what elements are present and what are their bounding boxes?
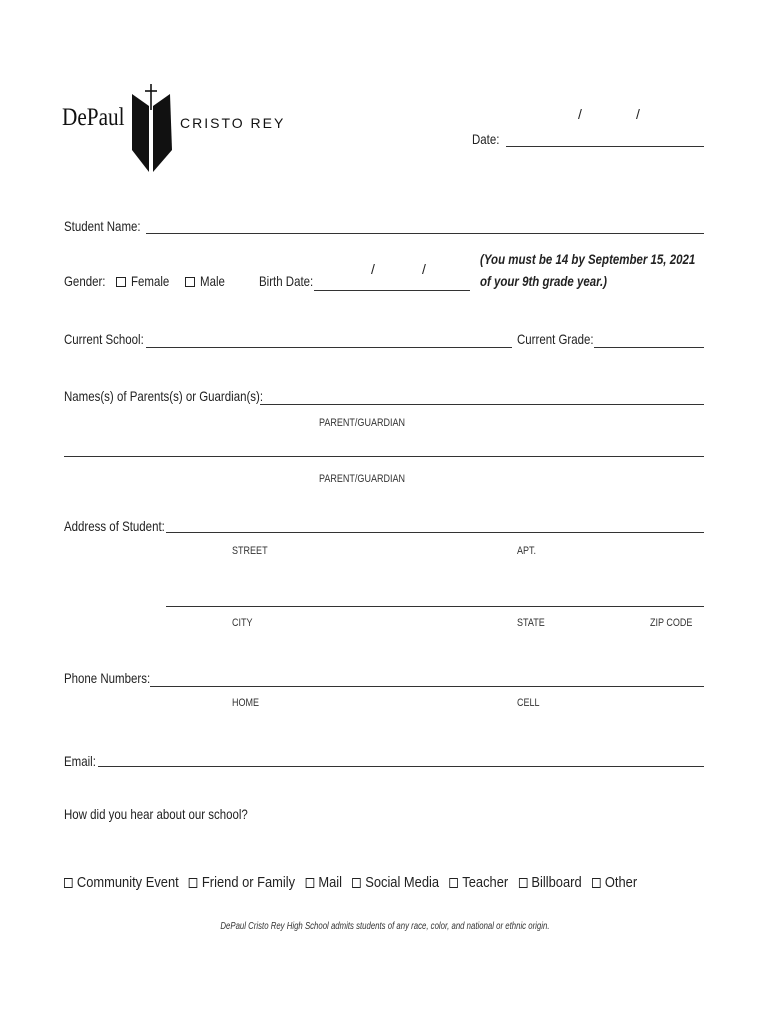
parents-label: Names(s) of Parents(s) or Guardian(s): [64, 388, 264, 404]
teacher-checkbox[interactable] [449, 878, 458, 888]
option-label: Mail [318, 874, 342, 891]
street-caption: STREET [232, 545, 268, 557]
option-friend-or-family[interactable] [189, 874, 295, 891]
footer-wrapper [0, 916, 770, 934]
parent-guardian-1-caption: PARENT/GUARDIAN [319, 417, 406, 429]
nondiscrimination-footer: DePaul Cristo Rey High School admits students of any race, color, and national or ethnic origin. [220, 921, 550, 932]
option-label: Other [604, 874, 638, 891]
option-other[interactable] [592, 874, 637, 891]
community-event-checkbox[interactable] [64, 878, 73, 888]
zip-caption: ZIP CODE [650, 617, 693, 629]
current-grade-field[interactable] [594, 347, 704, 348]
birth-date-field[interactable] [314, 290, 470, 291]
school-logo [62, 82, 286, 177]
home-caption: HOME [232, 697, 260, 709]
birth-date-sep-2: / [422, 261, 426, 277]
age-note-line-1: (You must be 14 by September 15, 2021 [480, 251, 696, 267]
option-mail[interactable] [305, 874, 342, 891]
cell-caption: CELL [517, 697, 540, 709]
option-label: Social Media [365, 874, 440, 891]
phone-label: Phone Numbers: [64, 670, 151, 686]
friend-or-family-checkbox[interactable] [189, 878, 198, 888]
city-caption: CITY [232, 617, 253, 629]
date-label: Date: [472, 131, 500, 147]
parent-guardian-2-caption: PARENT/GUARDIAN [319, 473, 406, 485]
option-community-event[interactable] [64, 874, 179, 891]
email-label: Email: [64, 753, 96, 769]
gender-female-option[interactable] [116, 273, 178, 291]
hear-question: How did you hear about our school? [64, 806, 248, 822]
current-grade-label: Current Grade: [517, 331, 594, 347]
option-teacher[interactable] [449, 874, 508, 891]
other-checkbox[interactable] [592, 878, 601, 888]
birth-date-label: Birth Date: [259, 273, 314, 289]
current-school-field[interactable] [146, 347, 512, 348]
gender-male-option[interactable] [185, 273, 230, 291]
option-label: Billboard [531, 874, 582, 891]
option-social-media[interactable] [352, 874, 439, 891]
student-name-label: Student Name: [64, 218, 141, 234]
age-note-line-2: of your 9th grade year.) [480, 273, 607, 289]
address-label: Address of Student: [64, 518, 165, 534]
option-billboard[interactable] [519, 874, 582, 891]
current-school-label: Current School: [64, 331, 144, 347]
date-sep-1: / [578, 106, 582, 122]
billboard-checkbox[interactable] [519, 878, 528, 888]
male-checkbox[interactable] [185, 277, 195, 287]
option-label: Community Event [76, 874, 179, 891]
social-media-checkbox[interactable] [352, 878, 361, 888]
parent-guardian-1-field[interactable] [260, 404, 704, 405]
phone-field[interactable] [150, 686, 704, 687]
logo-book-cross-icon [128, 82, 178, 177]
option-label: Friend or Family [201, 874, 296, 891]
city-state-zip-field[interactable] [166, 606, 704, 607]
date-field[interactable] [506, 146, 704, 147]
birth-date-sep-1: / [371, 261, 375, 277]
student-name-field[interactable] [146, 233, 704, 234]
age-requirement-note [480, 248, 695, 292]
logo-depaul-text: DePaul [62, 104, 125, 131]
apt-caption: APT. [517, 545, 537, 557]
email-field[interactable] [98, 766, 704, 767]
female-checkbox[interactable] [116, 277, 126, 287]
gender-label: Gender: [64, 273, 106, 289]
female-label: Female [131, 273, 170, 289]
hear-options [64, 874, 647, 891]
logo-cristo-rey-text: CRISTO REY [180, 115, 286, 131]
state-caption: STATE [517, 617, 545, 629]
option-label: Teacher [462, 874, 509, 891]
date-sep-2: / [636, 106, 640, 122]
male-label: Male [200, 273, 225, 289]
parent-guardian-2-field[interactable] [64, 456, 704, 457]
mail-checkbox[interactable] [305, 878, 314, 888]
street-field[interactable] [166, 532, 704, 533]
